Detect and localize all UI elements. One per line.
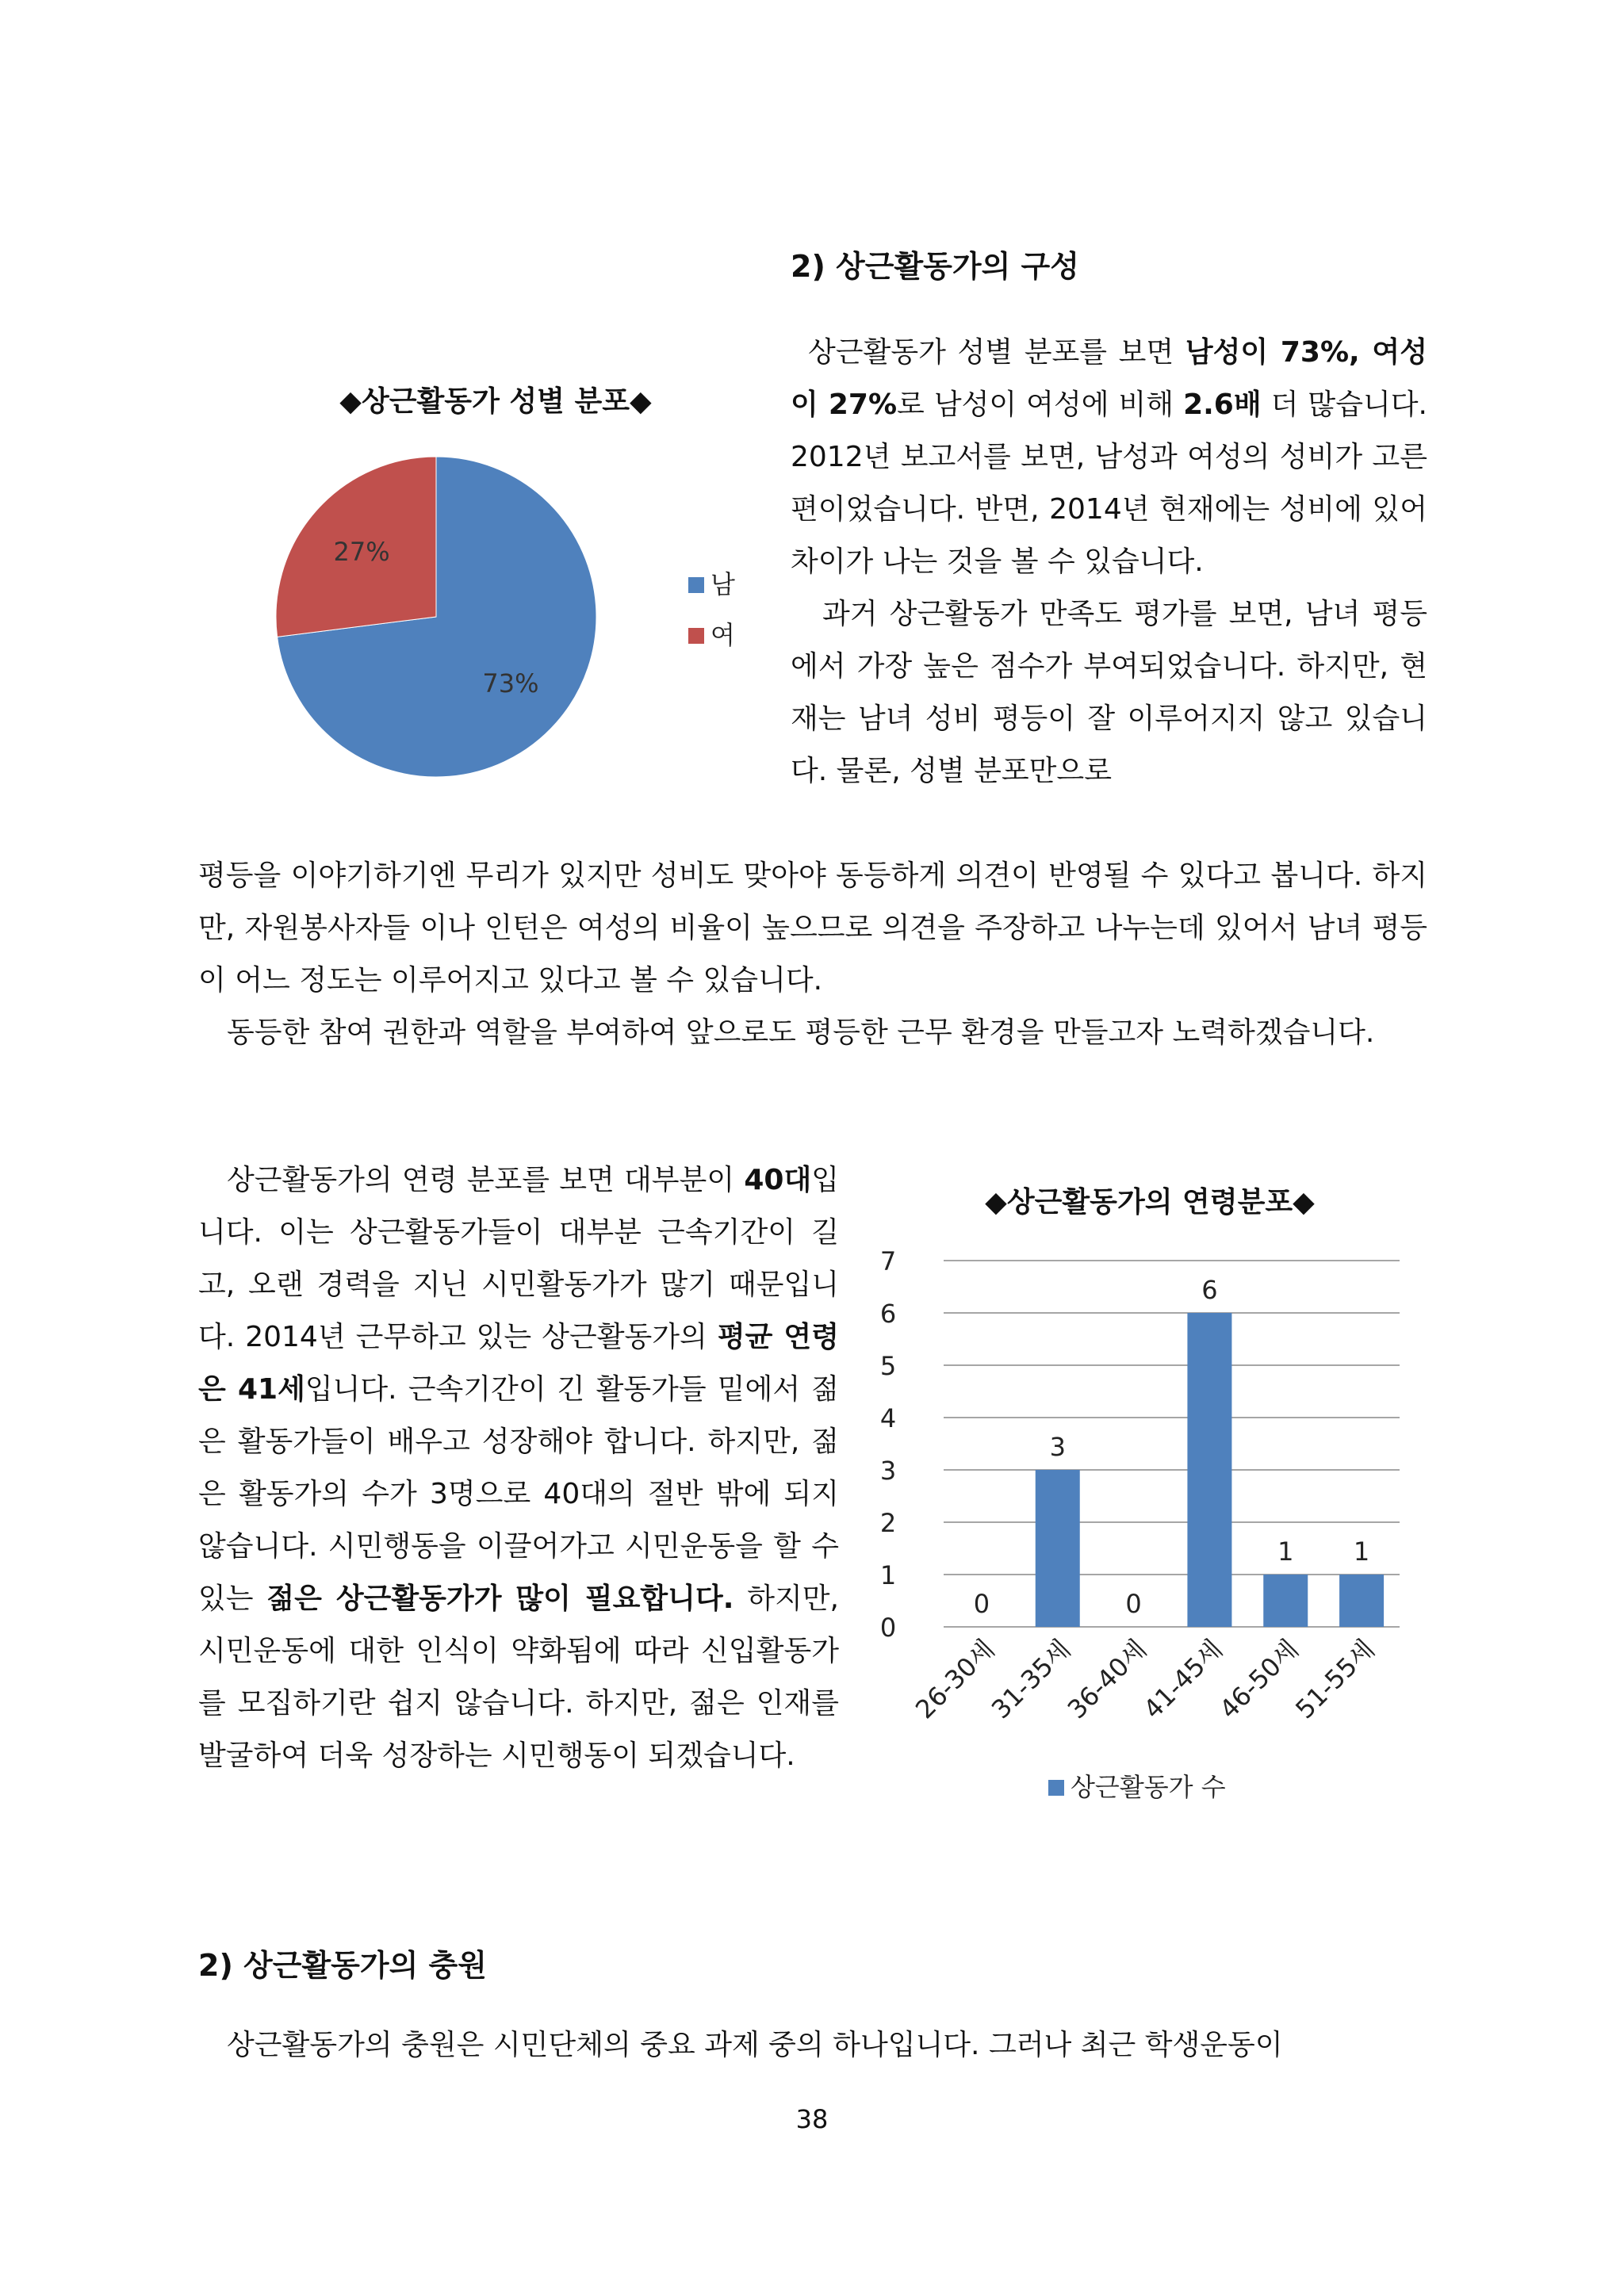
bar-data-label: 1 [1353,1536,1370,1567]
x-tick-label: 26-30세 [910,1633,1001,1725]
y-tick-label: 7 [879,1246,897,1276]
legend-label-여: 여 [710,620,735,650]
pie-data-label: 73% [482,668,539,698]
age-text-run-0: 상근활동가의 연령 분포를 보면 대부분이 [227,1164,745,1196]
age-bar-chart [872,1237,1427,1823]
gender-text-run-4: 더 많습니다. 2012년 보고서를 보면, 남성과 여성의 성비가 고른 편이었습니다. 반면, 2014년 현재에는 성비에 있어 차이가 나는 것을 볼 수 있습니다. [791,388,1427,578]
age-text-run-6: 하지만, 시민운동에 대한 인식이 약화됨에 따라 신입활동가를 모집하기란 쉽지 않습니다. 하지만, 젊은 인재를 발굴하여 더욱 성장하는 시민행동이 되겠습니다. [198,1582,839,1772]
bar-41-45세 [1187,1313,1231,1627]
gender-text-run-1: 남성이 73%, 여성이 27% [791,336,1427,421]
age-text-run-2: 입니다. 이는 상근활동가들이 대부분 근속기간이 길고, 오랜 경력을 지닌 시민활동가가 많기 때문입니다. 2014년 근무하고 있는 상근활동가의 [198,1164,839,1353]
bar-chart-title: ◆상근활동가의 연령분포◆ [985,1186,1315,1219]
y-tick-label: 4 [879,1403,897,1433]
legend-swatch-series [1048,1780,1064,1796]
legend-label-남: 남 [710,569,735,599]
age-paragraph [198,1154,839,1782]
composition-paragraph-top [791,327,1427,798]
pie-data-label: 27% [333,537,390,568]
paragraph-recruit: 상근활동가의 충원은 시민단체의 중요 과제 중의 하나입니다. 그러나 최근 학생운동이 [227,2029,1283,2061]
pie-chart-title: ◆상근활동가 성별 분포◆ [339,385,652,418]
section-heading-composition: 2) 상근활동가의 구성 [791,249,1079,284]
y-tick-label: 6 [879,1299,897,1329]
age-text-run-5: 젊은 상근활동가가 많이 필요합니다. [266,1582,734,1615]
paragraph-satisfaction-top: 과거 상근활동가 만족도 평가를 보면, 남녀 평등에서 가장 높은 점수가 부여되었습니다. 하지만, 현재는 남녀 성비 평등이 잘 이루어지지 않고 있습니다. 물론, 성별 분포만으로 [791,598,1427,787]
x-tick-label: 36-40세 [1061,1633,1153,1725]
x-tick-label: 46-50세 [1213,1633,1304,1725]
y-tick-label: 3 [879,1456,897,1486]
paragraph-gender-distribution [791,327,1427,588]
gender-text-run-3: 2.6배 [1183,388,1262,421]
legend-label-series: 상근활동가 수 [1071,1772,1226,1802]
page-number: 38 [795,2104,829,2134]
x-tick-label: 51-55세 [1289,1633,1381,1725]
x-tick-label: 31-35세 [985,1633,1077,1725]
y-tick-label: 0 [879,1613,897,1643]
bar-51-55세 [1339,1575,1384,1627]
legend-swatch-여 [688,628,704,644]
gender-pie-chart [262,444,753,793]
age-text-run-4: 입니다. 근속기간이 긴 활동가들 밑에서 젊은 활동가들이 배우고 성장해야 합니다. 하지만, 젊은 활동가의 수가 3명으로 40대의 절반 밖에 되지 않습니다. 시민행동을 이끌어가고 시민운동을 할 수 있는 [198,1373,839,1615]
bar-46-50세 [1263,1575,1308,1627]
y-tick-label: 2 [879,1508,897,1538]
y-tick-label: 1 [879,1560,897,1590]
bar-data-label: 0 [973,1589,990,1619]
legend-swatch-남 [688,577,704,593]
y-tick-label: 5 [879,1351,897,1381]
gender-text-run-2: 로 남성이 여성에 비해 [897,388,1184,421]
x-tick-label: 41-45세 [1137,1633,1229,1725]
paragraph-satisfaction-bottom: 평등을 이야기하기엔 무리가 있지만 성비도 맞아야 동등하게 의견이 반영될 수 있다고 봅니다. 하지만, 자원봉사자들 이나 인턴은 여성의 비율이 높으므로 의견을 주장하고 나누는데 있어서 남녀 평등이 어느 정도는 이루어지고 있다고 볼 수 있습니다. [198,859,1427,997]
age-text-run-3: 평균 연령은 41세 [198,1321,839,1406]
gender-text-run-0: 상근활동가 성별 분포를 보면 [808,336,1185,369]
paragraph-age-distribution [198,1154,839,1782]
bar-data-label: 6 [1201,1275,1218,1305]
bar-data-label: 1 [1277,1536,1294,1567]
composition-paragraph-bottom [198,850,1427,1059]
age-text-run-1: 40대 [744,1164,812,1196]
section-heading-recruit: 2) 상근활동가의 충원 [198,1948,487,1983]
bar-data-label: 0 [1125,1589,1142,1619]
paragraph-equal-environment: 동등한 참여 권한과 역할을 부여하여 앞으로도 평등한 근무 환경을 만들고자 노력하겠습니다. [227,1016,1375,1049]
bar-data-label: 3 [1049,1432,1066,1462]
recruit-paragraph [198,2019,1427,2072]
bar-31-35세 [1036,1470,1080,1627]
